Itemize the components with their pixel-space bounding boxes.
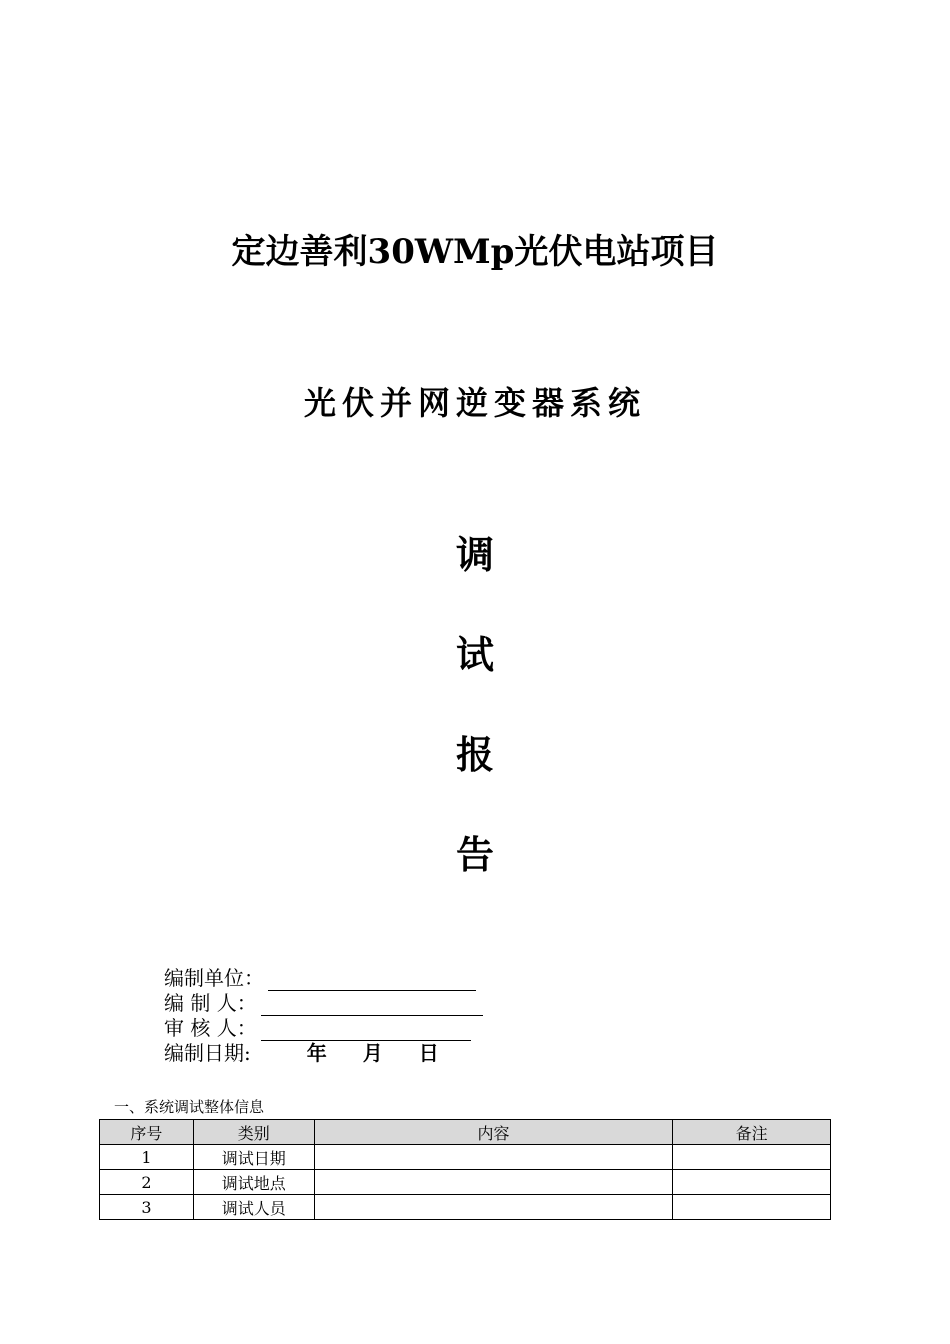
month-label: 月: [362, 1041, 383, 1065]
report-char-4: 告: [455, 832, 494, 877]
date-row: [164, 1041, 483, 1066]
cell-index: 3: [100, 1195, 194, 1220]
project-title: 定边善利30WMp光伏电站项目: [231, 232, 719, 272]
cell-category: 调试日期: [193, 1145, 314, 1170]
unit-row: [164, 966, 483, 991]
cell-remark[interactable]: [673, 1195, 831, 1220]
cell-remark[interactable]: [673, 1170, 831, 1195]
info-block: [164, 966, 483, 1066]
system-title: 光伏并网逆变器系统: [303, 384, 646, 422]
editor-field[interactable]: [261, 997, 483, 1016]
debug-info-table: [99, 1119, 831, 1220]
table-row: [100, 1195, 831, 1220]
table-row: [100, 1170, 831, 1195]
editor-label: 编 制 人：: [164, 991, 257, 1015]
editor-row: [164, 991, 483, 1016]
cell-content[interactable]: [314, 1195, 672, 1220]
cell-category: 调试地点: [193, 1170, 314, 1195]
cell-content[interactable]: [314, 1145, 672, 1170]
cell-content[interactable]: [314, 1170, 672, 1195]
header-remark: 备注: [673, 1120, 831, 1145]
reviewer-field[interactable]: [261, 1022, 471, 1041]
report-char-2: 试: [455, 632, 494, 677]
cell-index: 1: [100, 1145, 194, 1170]
cell-category: 调试人员: [193, 1195, 314, 1220]
reviewer-row: [164, 1016, 483, 1041]
table-row: [100, 1145, 831, 1170]
section-heading: 一、系统调试整体信息: [114, 1098, 265, 1116]
report-char-1: 调: [455, 532, 494, 577]
table-header-row: [100, 1120, 831, 1145]
cell-remark[interactable]: [673, 1145, 831, 1170]
cell-index: 2: [100, 1170, 194, 1195]
report-char-3: 报: [455, 732, 494, 777]
reviewer-label: 审 核 人：: [164, 1016, 257, 1040]
day-label: 日: [418, 1041, 439, 1065]
year-label: 年: [306, 1041, 327, 1065]
date-parts: [307, 1041, 475, 1066]
header-content: 内容: [314, 1120, 672, 1145]
date-label: 编制日期:: [164, 1041, 251, 1065]
unit-label: 编制单位：: [164, 966, 264, 990]
header-index: 序号: [100, 1120, 194, 1145]
unit-field[interactable]: [268, 972, 476, 991]
header-category: 类别: [193, 1120, 314, 1145]
